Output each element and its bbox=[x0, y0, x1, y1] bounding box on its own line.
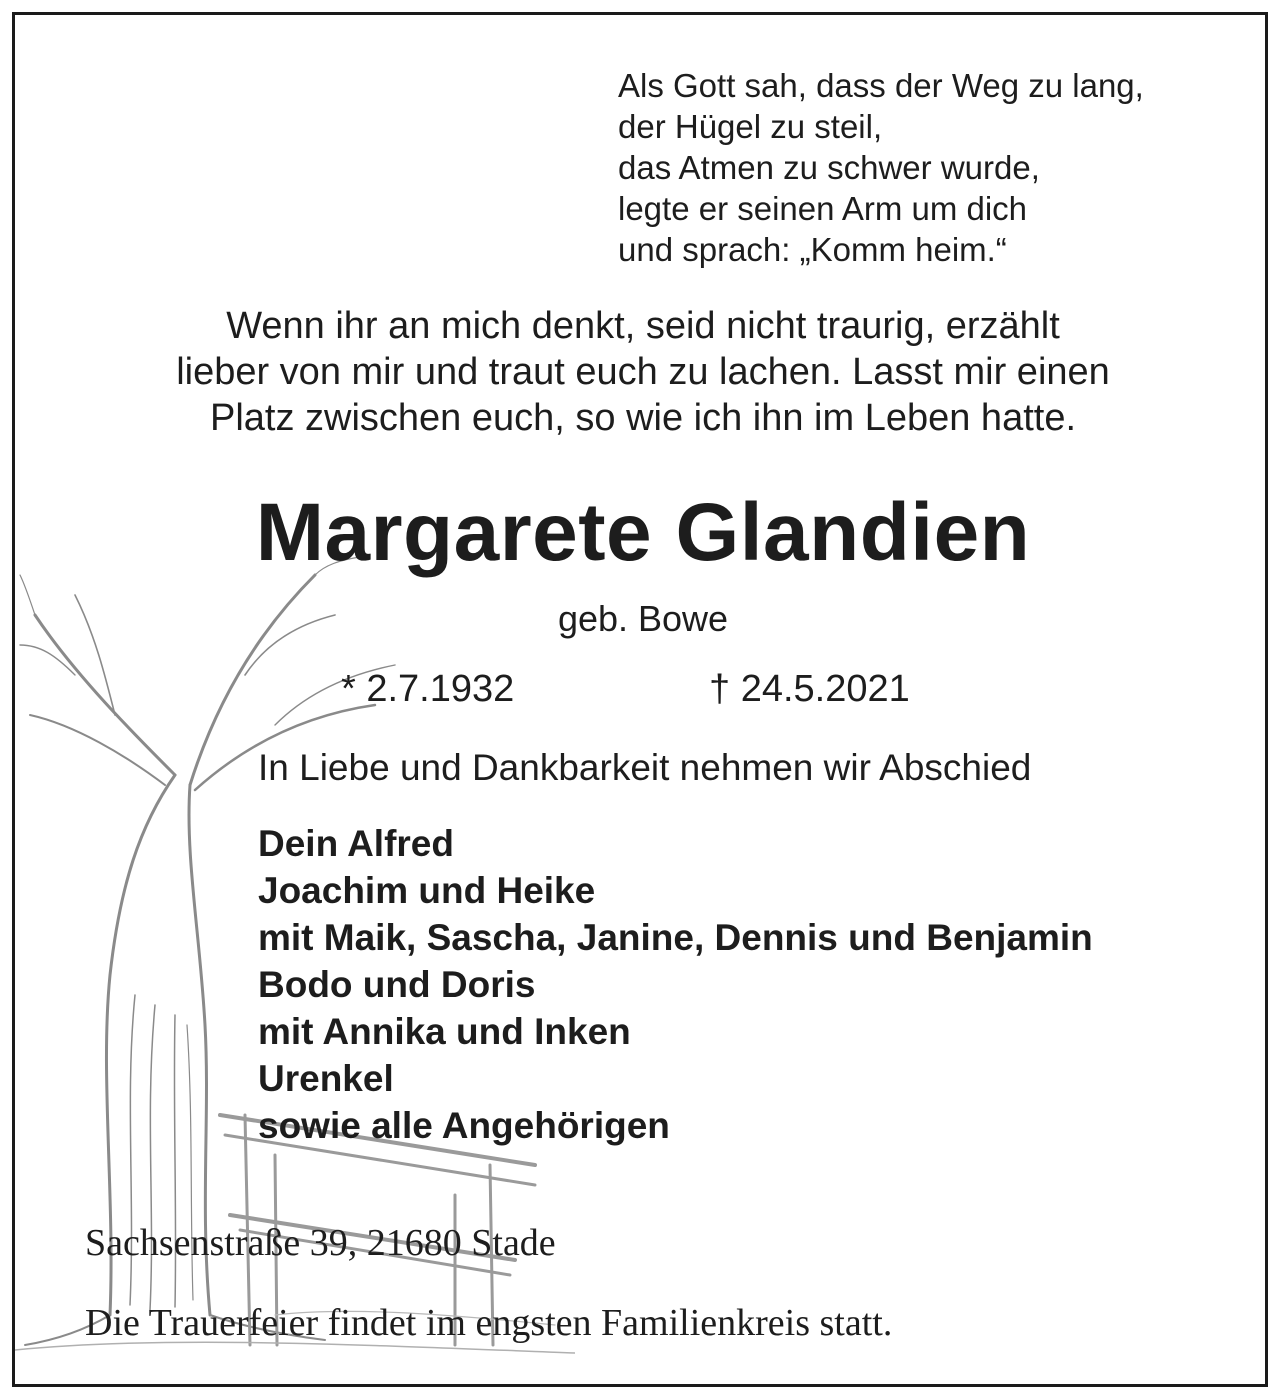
mourner-entry: Bodo und Doris bbox=[258, 964, 536, 1005]
mourner-entry: mit Annika und Inken bbox=[258, 1011, 631, 1052]
poem-line: legte er seinen Arm um dich bbox=[618, 190, 1028, 227]
mourners-list bbox=[258, 820, 1093, 1149]
maiden-name: geb. Bowe bbox=[557, 598, 729, 639]
obituary-frame bbox=[12, 12, 1268, 1387]
quote-line: Platz zwischen euch, so wie ich ihn im Leben hatte. bbox=[209, 397, 1077, 439]
farewell-quote bbox=[15, 303, 1271, 441]
mourner-entry: Joachim und Heike bbox=[258, 870, 596, 911]
death-date: † 24.5.2021 bbox=[709, 668, 910, 710]
poem bbox=[618, 65, 1144, 270]
mourner-entry: Urenkel bbox=[258, 1058, 394, 1099]
ceremony-note: Die Trauerfeier findet im engsten Familienkreis statt. bbox=[85, 1302, 893, 1344]
mourner-entry: sowie alle Angehörigen bbox=[258, 1105, 670, 1146]
poem-line: das Atmen zu schwer wurde, bbox=[618, 149, 1040, 186]
address: Sachsenstraße 39, 21680 Stade bbox=[85, 1222, 556, 1264]
poem-line: der Hügel zu steil, bbox=[618, 108, 883, 145]
farewell-statement: In Liebe und Dankbarkeit nehmen wir Abschied bbox=[258, 747, 1032, 788]
poem-line: Als Gott sah, dass der Weg zu lang, bbox=[618, 67, 1144, 104]
quote-line: lieber von mir und traut euch zu lachen. Lasst mir einen bbox=[176, 351, 1110, 393]
poem-line: und sprach: „Komm heim.“ bbox=[618, 231, 1007, 268]
birth-date: * 2.7.1932 bbox=[341, 668, 515, 710]
deceased-name: Margarete Glandien bbox=[255, 487, 1031, 578]
quote-line: Wenn ihr an mich denkt, seid nicht traurig, erzählt bbox=[226, 305, 1060, 347]
mourner-entry: Dein Alfred bbox=[258, 823, 454, 864]
mourner-entry: mit Maik, Sascha, Janine, Dennis und Benjamin bbox=[258, 917, 1093, 958]
